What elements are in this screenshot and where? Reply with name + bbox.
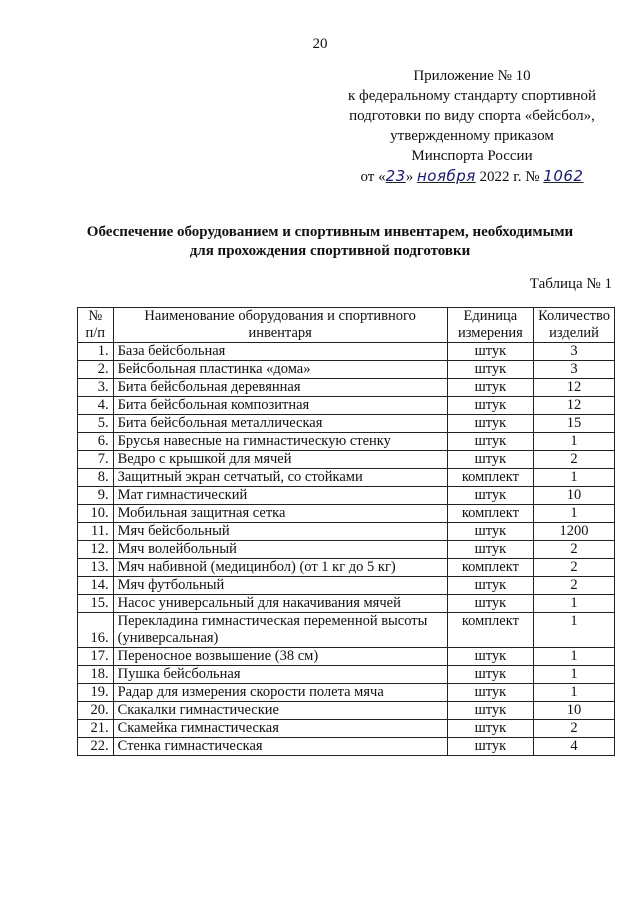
cell-num: 13. [78, 559, 114, 577]
table-row [78, 577, 615, 595]
table-row [78, 487, 615, 505]
table-row [78, 738, 615, 756]
cell-qty: 1200 [534, 523, 615, 541]
cell-num: 11. [78, 523, 114, 541]
order-date-line [340, 166, 604, 187]
page-number: 20 [312, 36, 328, 52]
cell-qty: 1 [534, 613, 615, 648]
cell-unit: штук [447, 523, 533, 541]
table-row [78, 397, 615, 415]
cell-unit: штук [447, 595, 533, 613]
cell-name: Ведро с крышкой для мячей [113, 451, 447, 469]
cell-name: Перекладина гимнастическая переменной высоты (универсальная) [113, 613, 447, 648]
cell-name: Переносное возвышение (38 см) [113, 648, 447, 666]
cell-num: 3. [78, 379, 114, 397]
cell-qty: 2 [534, 559, 615, 577]
cell-qty: 1 [534, 433, 615, 451]
cell-num: 7. [78, 451, 114, 469]
cell-name: Мат гимнастический [113, 487, 447, 505]
cell-name: Защитный экран сетчатый, со стойками [113, 469, 447, 487]
cell-num: 6. [78, 433, 114, 451]
cell-num: 19. [78, 684, 114, 702]
cell-num: 15. [78, 595, 114, 613]
cell-unit: штук [447, 720, 533, 738]
appendix-line-5: Минспорта России [411, 148, 533, 164]
cell-unit: штук [447, 397, 533, 415]
cell-num: 12. [78, 541, 114, 559]
table-row [78, 433, 615, 451]
cell-unit: штук [447, 433, 533, 451]
cell-unit: штук [447, 648, 533, 666]
cell-name: Скакалки гимнастические [113, 702, 447, 720]
cell-num: 21. [78, 720, 114, 738]
table-row [78, 702, 615, 720]
cell-name: Пушка бейсбольная [113, 666, 447, 684]
cell-qty: 2 [534, 577, 615, 595]
cell-name: Мяч волейбольный [113, 541, 447, 559]
cell-qty: 3 [534, 343, 615, 361]
cell-unit: штук [447, 577, 533, 595]
cell-num: 22. [78, 738, 114, 756]
cell-qty: 1 [534, 595, 615, 613]
cell-qty: 12 [534, 397, 615, 415]
table-row [78, 684, 615, 702]
order-mid: » [405, 169, 417, 185]
cell-qty: 1 [534, 684, 615, 702]
cell-unit: комплект [447, 505, 533, 523]
cell-name: Мяч бейсбольный [113, 523, 447, 541]
cell-unit: штук [447, 415, 533, 433]
cell-qty: 1 [534, 469, 615, 487]
cell-unit: штук [447, 541, 533, 559]
cell-unit: штук [447, 684, 533, 702]
cell-unit: комплект [447, 469, 533, 487]
cell-name: Стенка гимнастическая [113, 738, 447, 756]
title-line-2: для прохождения спортивной подготовки [189, 243, 471, 259]
cell-num: 5. [78, 415, 114, 433]
cell-qty: 1 [534, 666, 615, 684]
table-header-row [78, 308, 615, 343]
table-row [78, 559, 615, 577]
table-row [78, 469, 615, 487]
equipment-table [77, 307, 615, 756]
cell-qty: 2 [534, 451, 615, 469]
appendix-block [340, 66, 604, 187]
table-label: Таблица № 1 [529, 276, 612, 292]
cell-unit: штук [447, 666, 533, 684]
table-row [78, 361, 615, 379]
table-row [78, 648, 615, 666]
cell-name: База бейсбольная [113, 343, 447, 361]
cell-num: 4. [78, 397, 114, 415]
appendix-line-4: утвержденному приказом [390, 128, 554, 144]
header-unit: Единица измерения [447, 308, 533, 343]
cell-unit: штук [447, 361, 533, 379]
cell-name: Мяч футбольный [113, 577, 447, 595]
cell-qty: 12 [534, 379, 615, 397]
handwritten-month: ноября [416, 167, 476, 185]
cell-unit: штук [447, 451, 533, 469]
cell-unit: штук [447, 702, 533, 720]
cell-name: Мобильная защитная сетка [113, 505, 447, 523]
cell-num: 17. [78, 648, 114, 666]
cell-qty: 1 [534, 505, 615, 523]
cell-unit: комплект [447, 559, 533, 577]
cell-unit: штук [447, 487, 533, 505]
table-row [78, 613, 615, 648]
cell-qty: 10 [534, 487, 615, 505]
appendix-line-2: к федеральному стандарту спортивной [347, 88, 597, 104]
cell-name: Брусья навесные на гимнастическую стенку [113, 433, 447, 451]
cell-name: Бита бейсбольная композитная [113, 397, 447, 415]
cell-num: 20. [78, 702, 114, 720]
cell-qty: 1 [534, 648, 615, 666]
table-row [78, 451, 615, 469]
header-qty: Количество изделий [534, 308, 615, 343]
cell-num: 9. [78, 487, 114, 505]
cell-qty: 2 [534, 541, 615, 559]
table-row [78, 720, 615, 738]
cell-qty: 3 [534, 361, 615, 379]
cell-name: Бейсбольная пластинка «дома» [113, 361, 447, 379]
cell-num: 10. [78, 505, 114, 523]
cell-name: Насос универсальный для накачивания мячей [113, 595, 447, 613]
cell-name: Бита бейсбольная деревянная [113, 379, 447, 397]
cell-num: 1. [78, 343, 114, 361]
header-num: № п/п [78, 308, 114, 343]
table-row [78, 541, 615, 559]
header-name: Наименование оборудования и спортивного инвентаря [113, 308, 447, 343]
cell-unit: штук [447, 738, 533, 756]
title-line-1: Обеспечение оборудованием и спортивным инвентарем, необходимыми [86, 224, 574, 240]
cell-qty: 4 [534, 738, 615, 756]
cell-name: Бита бейсбольная металлическая [113, 415, 447, 433]
table-row [78, 343, 615, 361]
cell-num: 18. [78, 666, 114, 684]
table-body [78, 343, 615, 756]
cell-num: 16. [78, 613, 114, 648]
document-title [60, 223, 600, 261]
appendix-line-3: подготовки по виду спорта «бейсбол», [349, 108, 595, 124]
cell-qty: 15 [534, 415, 615, 433]
cell-unit: штук [447, 343, 533, 361]
cell-name: Скамейка гимнастическая [113, 720, 447, 738]
cell-unit: штук [447, 379, 533, 397]
handwritten-order-number: 1062 [543, 167, 584, 185]
table-row [78, 505, 615, 523]
handwritten-day: 23 [385, 167, 406, 185]
table-row [78, 379, 615, 397]
cell-unit: комплект [447, 613, 533, 648]
cell-qty: 10 [534, 702, 615, 720]
cell-name: Мяч набивной (медицинбол) (от 1 кг до 5 кг) [113, 559, 447, 577]
cell-qty: 2 [534, 720, 615, 738]
cell-num: 8. [78, 469, 114, 487]
table-row [78, 595, 615, 613]
cell-num: 14. [78, 577, 114, 595]
cell-num: 2. [78, 361, 114, 379]
order-year: 2022 г. № [475, 169, 544, 185]
table-row [78, 523, 615, 541]
order-prefix: от « [360, 169, 386, 185]
table-row [78, 415, 615, 433]
appendix-line-1: Приложение № 10 [413, 68, 531, 84]
table-row [78, 666, 615, 684]
cell-name: Радар для измерения скорости полета мяча [113, 684, 447, 702]
